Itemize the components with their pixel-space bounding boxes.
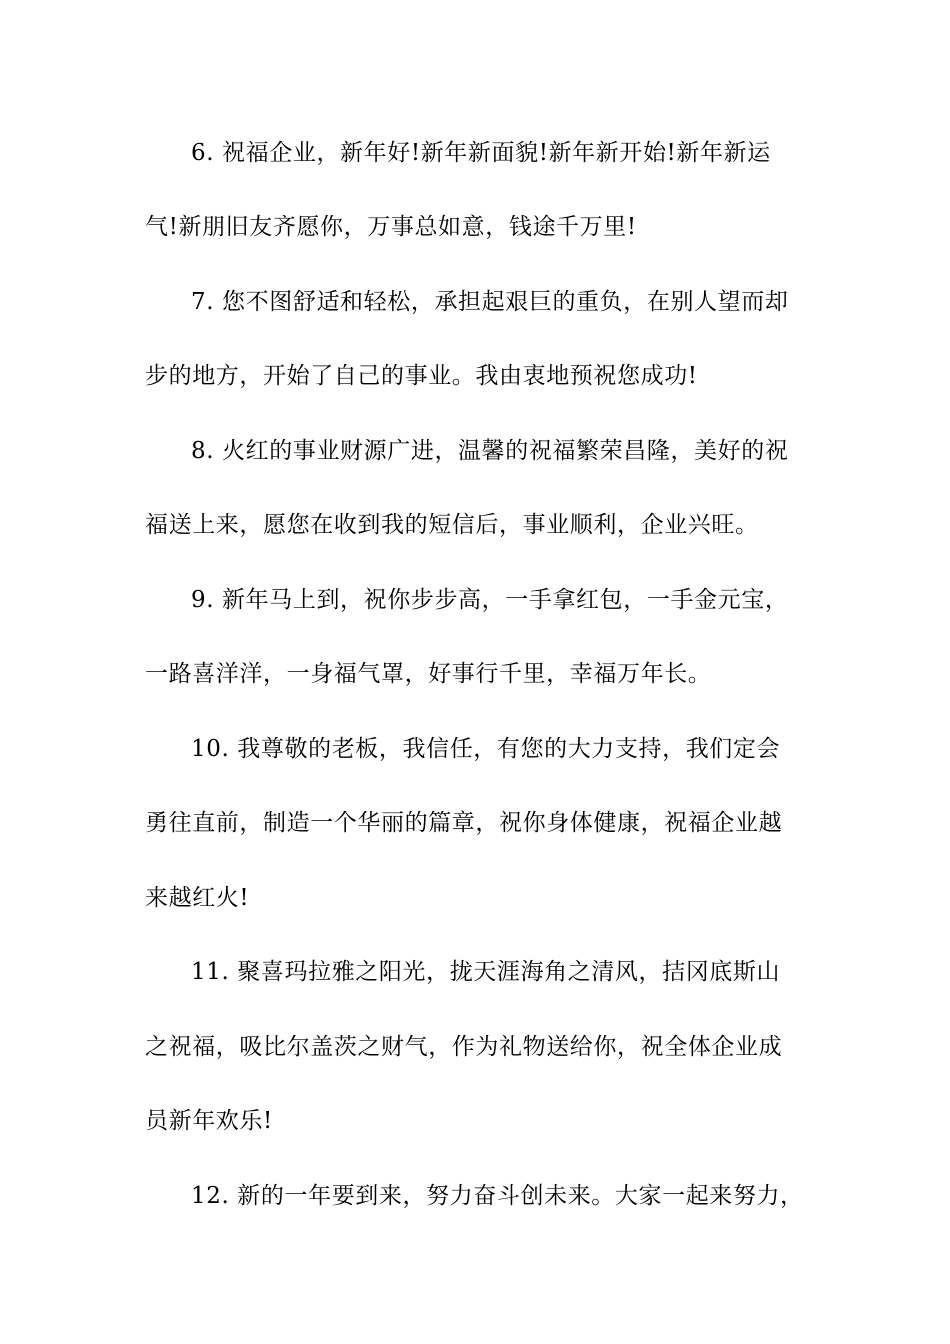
paragraph-9-line-1: 9. 新年马上到，祝你步步高，一手拿红包，一手金元宝，	[191, 587, 789, 613]
paragraph-6-line-1: 6. 祝福企业，新年好!新年新面貌!新年新开始!新年新运	[191, 140, 771, 166]
paragraph-10-line-1: 10. 我尊敬的老板，我信任，有您的大力支持，我们定会	[191, 736, 781, 762]
paragraph-10-line-3: 来越红火!	[145, 885, 250, 911]
paragraph-11-line-2: 之祝福，吸比尔盖茨之财气，作为礼物送给你，祝全体企业成	[145, 1034, 783, 1060]
paragraph-11-line-3: 员新年欢乐!	[145, 1108, 273, 1134]
paragraph-12-line-1: 12. 新的一年要到来，努力奋斗创未来。大家一起来努力，	[191, 1183, 804, 1209]
paragraph-11-line-1: 11. 聚喜玛拉雅之阳光，拢天涯海角之清风，拮冈底斯山	[191, 959, 781, 985]
paragraph-10-line-2: 勇往直前，制造一个华丽的篇章，祝你身体健康，祝福企业越	[145, 810, 783, 836]
paragraph-6-line-2: 气!新朋旧友齐愿你，万事总如意，钱途千万里!	[145, 214, 637, 240]
paragraph-7-line-1: 7. 您不图舒适和轻松，承担起艰巨的重负，在别人望而却	[191, 289, 789, 315]
paragraph-7-line-2: 步的地方，开始了自己的事业。我由衷地预祝您成功!	[145, 363, 698, 389]
paragraph-9-line-2: 一路喜洋洋，一身福气罩，好事行千里，幸福万年长。	[145, 661, 712, 687]
paragraph-8-line-1: 8. 火红的事业财源广进，温馨的祝福繁荣昌隆，美好的祝	[191, 438, 789, 464]
paragraph-8-line-2: 福送上来，愿您在收到我的短信后，事业顺利，企业兴旺。	[145, 512, 759, 538]
